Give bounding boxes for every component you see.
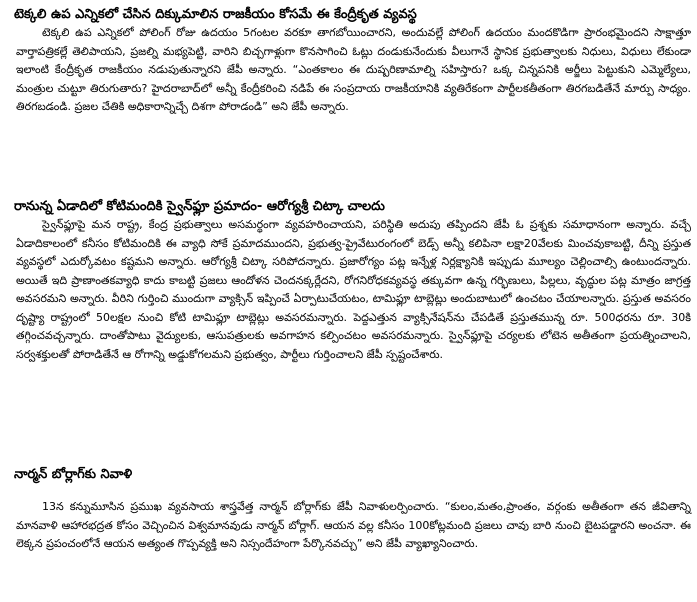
article-body: 13న కన్నుమూసిన ప్రముఖ వ్యవసాయ శాస్త్రవేత్త నార్మన్ బోర్లాగ్‌కు జేపీ నివాళులర్పించారు. “కులం,మతం,ప్రాంతం, వర్గంకు అతీతంగా తన జీవితాన్ని మానవాళి ఆహారభద్రత కోసం వెచ్చించిన విశ్వమానవుడు నార్మన్ బోర్లాగ్. ఆయన వల్ల కనీసం 100కోట్లమంది ప్రజలు చావు బారి నుంచి బైటపడ్డారని అంచనా. ఈ లెక్కన ప్రపంచంలోనే ఆయన అత్యంత గొప్పవ్యక్తి అని నిస్సందేహంగా పేర్కొనవచ్చు” అని జేపీ వ్యాఖ్యానించారు. bbox=[16, 500, 691, 550]
article-headline: టెక్కలి ఉప ఎన్నికలో చేసిన దిక్కుమాలిన రాజకీయం కోసమే ఈ కేంద్రీకృత వ్యవస్థ bbox=[14, 7, 417, 22]
article-headline: నార్మన్ బోర్లాగ్‌కు నివాళి bbox=[14, 467, 133, 482]
article-norman-borlaug-tribute bbox=[14, 452, 691, 602]
article-body: స్వైన్‌ఫ్లూపై మన రాష్ట్ర, కేంద్ర ప్రభుత్వాలు అసమర్థంగా వ్యవహరించాయని, పరిస్థితి అదుపు తప్పిందని జేపీ ఓ ప్రశ్నకు సమాధానంగా అన్నారు. వచ్చే ఏడాదికాలంలో కనీసం కోటిమందికి ఈ వ్యాధి సోకే ప్రమాదముందని, ప్రభుత్వ-ప్రైవేటురంగంలో బెడ్స్ అన్నీ కలిపినా లక్షా20వేలకు మించవుకాబట్టి, దీన్ని ప్రస్తుత వ్యవస్థలో ఎదుర్కోవటం కష్టమని అన్నారు. ఆరోగ్యశ్రీ చిట్కా సరిపోదన్నారు. ప్రజారోగ్యం పట్ల ఇన్నేళ్ల నిర్లక్ష్యానికి ఇప్పుడు మూల్యం చెల్లించాల్సి ఉంటుందన్నారు. అయితే ఇది ప్రాణాంతకవ్యాధి కాదు కాబట్టి ప్రజలు ఆందోళన చెందనక్కర్లేదని, రోగనిరోధకవ్యవస్థ తక్కువగా ఉన్న గర్భిణులు, పిల్లలు, వృద్ధుల పట్ల మాత్రం జాగ్రత్త అవసరమని అన్నారు. వీరిని గుర్తించి ముందుగా వ్యాక్సిన్ ఇప్పించే ఏర్పాటుచేయటం, టామిఫ్లూ టాబ్లెట్లు అందుబాటులో ఉంచటం చేయాలన్నారు. ప్రస్తుత అవసరం దృష్ట్యా రాష్ట్రంలో 50లక్షల నుంచి కోటి టామిఫ్లూ టాబ్లెట్లు అవసరమన్నారు. పెద్దఎత్తున వ్యాక్సినేషన్‌ను చేపడితే ప్రస్తుతమున్న రూ. 500ధరను రూ. 30కి తగ్గించవచ్చన్నారు. దాంతోపాటు వైద్యులకు, ఆసుపత్రులకు అవగాహన కల్పించటం అవసరమన్నారు. స్వైన్‌ఫ్లూపై చర్యలకు లోటెన అతీతంగా ప్రయత్నించాలని, సర్వశక్తులతో పోరాడితేనే ఆ రోగాన్ని అడ్డుకోగలమని ప్రభుత్వం, పార్టీలు గుర్తించాలని జేపీ స్పష్టంచేశారు. bbox=[16, 218, 691, 361]
article-tekkali-by-election bbox=[14, 0, 691, 192]
article-body: టెక్కలి ఉప ఎన్నికలో పోలింగ్ రోజు ఉదయం 5గంటల వరకూ తాగబోయించారని, అందువల్లే పోలింగ్ ఉదయం మందకొడిగా ప్రారంభమైందని సాక్షాత్తూ వార్తాపత్రికల్లే తెలిపాయని, ప్రజల్ని మభ్యపెట్టి, వారిని బిచ్చగాళ్లుగా కొనసాగించి ఓట్లు దండుకునేందుకు వీలుగానే స్థానిక ప్రభుత్వాలకు నిధులు, విధులు లేకుండా ఇలాంటి కేంద్రీకృత రాజకీయం నడుపుతున్నారని జేపీ అన్నారు. “ఎంతకాలం ఈ దుష్పరిణామాల్ని సహిస్తారు? ఒక్క చిన్నపనికి అర్జీలు పెట్టుకుని ఎమ్మెల్యేలు, మంత్రుల చుట్టూ తిరుగుతారు? హైదరాబాద్‌లో అన్నీ కేంద్రీకరించి నడిపే ఈ సంప్రదాయ రాజకీయానికి వ్యతిరేకంగా పార్టీలకతీతంగా తిరగబడితేనే మార్పు సాధ్యం. తిరగబడండి. ప్రజల చేతికి అధికారాన్నిచ్చే దిశగా పోరాడండి” అని జేపీ అన్నారు. bbox=[16, 26, 691, 113]
article-headline: రానున్న ఏడాదిలో కోటిమందికి స్వైన్‌ఫ్లూ ప్రమాదం- ఆరోగ్యశ్రీ చిట్కా చాలదు bbox=[14, 199, 385, 214]
article-swine-flu bbox=[14, 192, 691, 452]
